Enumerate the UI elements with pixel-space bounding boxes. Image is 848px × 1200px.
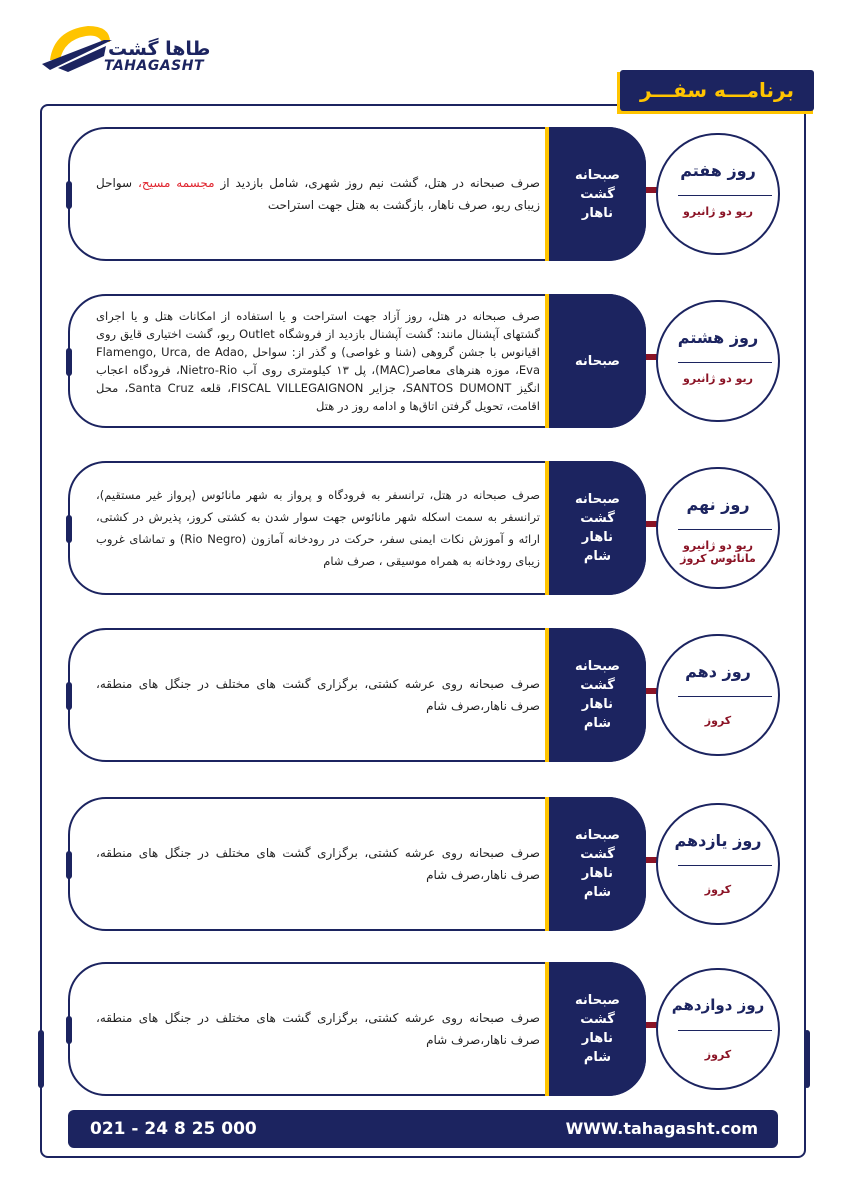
day-location: کروز xyxy=(704,1048,732,1061)
meal-item: ناهار xyxy=(581,205,614,221)
day-title: روز هشتم xyxy=(677,328,759,347)
brand-name-fa: طاها گشت xyxy=(108,38,211,60)
card-tick xyxy=(66,851,72,879)
meal-item: شام xyxy=(583,549,612,564)
meal-item: گشت xyxy=(580,186,615,202)
day-location: کروز xyxy=(704,883,732,896)
day-badge xyxy=(656,300,780,422)
card-tick xyxy=(66,348,72,376)
contact-footer xyxy=(68,1110,778,1148)
card-tick xyxy=(66,682,72,710)
meal-item: شام xyxy=(583,1050,612,1065)
card-tick xyxy=(66,515,72,543)
day-row xyxy=(0,628,848,768)
meal-item: صبحانه xyxy=(575,828,620,843)
meals-panel xyxy=(545,294,646,428)
day-row xyxy=(0,461,848,601)
day-location: ریو دو ژانیرو xyxy=(683,205,753,218)
day-badge xyxy=(656,634,780,756)
divider xyxy=(678,362,772,363)
day-description: صرف صبحانه در هتل، ترانسفر به فرودگاه و پرواز به شهر مانائوس (پرواز غیر مستقیم)، ترانسفر به سمت اسکله شهر مانائوس جهت سوار شدن به کشتی کروز، پذیرش در کشتی، ارائه و آموزش نکات ایمنی سفر، حرکت در رودخانه آمازون (Rio Negro) و تماشای غروب زیبای رودخانه به همراه موسیقی ، صرف شام xyxy=(96,488,540,568)
brand-name-en: TAHAGASHT xyxy=(104,58,205,74)
meal-item: گشت xyxy=(580,678,615,693)
meals-panel xyxy=(545,127,646,261)
day-row xyxy=(0,294,848,434)
day-row xyxy=(0,962,848,1102)
meal-item: گشت xyxy=(580,847,615,862)
meal-item: گشت xyxy=(580,1012,615,1027)
divider xyxy=(678,696,772,697)
meal-item: شام xyxy=(583,716,612,731)
website-link[interactable]: WWW.tahagasht.com xyxy=(565,1119,758,1138)
meals-panel xyxy=(545,962,646,1096)
page-title: برنامـــه سفـــر xyxy=(620,70,814,111)
meal-item: صبحانه xyxy=(575,167,620,183)
meal-item: صبحانه xyxy=(575,993,620,1008)
day-title: روز هفتم xyxy=(680,161,756,180)
day-location: ریو دو ژانیرو xyxy=(683,372,753,385)
day-description: صرف صبحانه در هتل، روز آزاد جهت استراحت و یا استفاده از امکانات هتل و یا اجرای گشتهای آپشنال مانند: گشت آپشنال بازدید از فروشگاه Outlet ریو، گشت اختیاری قایق روی اقیانوس با جشن گروهی (شنا و غواصی) و گذر از: سواحل Flamengo, Urca, de Adao, Eva، موزه هنرهای معاصر(MAC)، پل ۱۳ کیلومتری روی آب Nietro-Rio، فرودگاه اعجاب انگیز SANTOS DUMONT، جزایر FISCAL VILLEGAIGNON، قلعه Santa Cruz، محل اقامت، تحویل گرفتن اتاق‌ها و ادامه روز در هتل xyxy=(96,309,541,413)
card-tick xyxy=(66,1016,72,1044)
day-description: صرف صبحانه در هتل، گشت نیم روز شهری، شامل بازدید از مجسمه مسیح، سواحل زیبای ریو، صرف ناهار، بازگشت به هتل جهت استراحت xyxy=(96,176,540,212)
meal-item: ناهار xyxy=(581,866,614,881)
day-title: روز دهم xyxy=(685,662,751,681)
divider xyxy=(678,1030,772,1031)
day-description: صرف صبحانه روی عرشه کشتی، برگزاری گشت های مختلف در جنگل های منطقه، صرف ناهار،صرف شام xyxy=(96,1011,540,1047)
day-badge xyxy=(656,467,780,589)
divider xyxy=(678,195,772,196)
meal-item: شام xyxy=(583,885,612,900)
day-row xyxy=(0,797,848,937)
meal-item: ناهار xyxy=(581,1031,614,1046)
day-title: روز یازدهم xyxy=(674,831,762,850)
day-title: روز دوازدهم xyxy=(671,996,765,1014)
day-location: کروز xyxy=(704,714,732,727)
meals-panel xyxy=(545,628,646,762)
card-tick xyxy=(66,181,72,209)
divider xyxy=(678,529,772,530)
phone-number[interactable]: 021 - 24 8 25 000 xyxy=(90,1119,257,1139)
day-description: صرف صبحانه روی عرشه کشتی، برگزاری گشت های مختلف در جنگل های منطقه، صرف ناهار،صرف شام xyxy=(96,846,540,882)
meal-item: صبحانه xyxy=(575,492,620,507)
divider xyxy=(678,865,772,866)
meal-item: صبحانه xyxy=(575,353,620,369)
meals-panel xyxy=(545,797,646,931)
day-badge xyxy=(656,968,780,1090)
meal-item: گشت xyxy=(580,511,615,526)
day-row xyxy=(0,127,848,267)
day-title: روز نهم xyxy=(686,495,750,514)
meal-item: صبحانه xyxy=(575,659,620,674)
highlighted-text: مجسمه مسیح، xyxy=(138,176,215,190)
meals-panel xyxy=(545,461,646,595)
day-location: ریو دو ژانیرو مانائوس کروز xyxy=(680,539,756,565)
meal-item: ناهار xyxy=(581,530,614,545)
day-description: صرف صبحانه روی عرشه کشتی، برگزاری گشت های مختلف در جنگل های منطقه، صرف ناهار،صرف شام xyxy=(96,677,540,713)
meal-item: ناهار xyxy=(581,697,614,712)
day-badge xyxy=(656,133,780,255)
day-badge xyxy=(656,803,780,925)
